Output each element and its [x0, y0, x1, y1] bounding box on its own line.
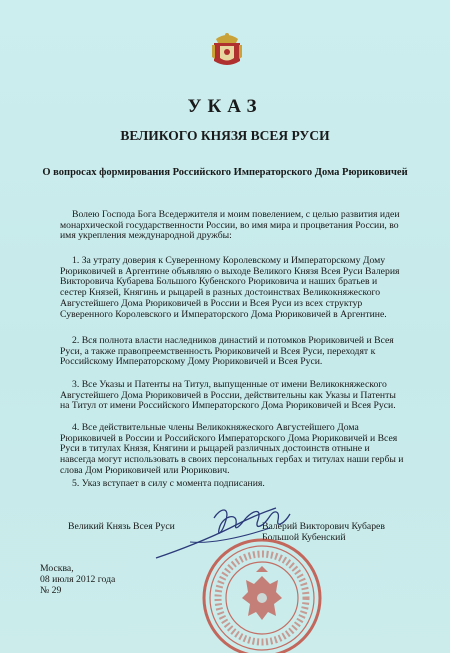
- intro-paragraph: [60, 210, 404, 242]
- signatory-name-line1: Валерий Викторович Кубарев: [262, 521, 385, 532]
- decree-item-text: 5. Указ вступает в силу с момента подписания.: [72, 478, 265, 489]
- issue-place-date: [40, 563, 115, 597]
- signatory-title: Великий Князь Всея Руси: [68, 521, 175, 532]
- document-topic: О вопросах формирования Российского Императорского Дома Рюриковичей: [42, 167, 408, 178]
- issue-date: 08 июля 2012 года: [40, 574, 116, 586]
- handwritten-signature-icon: [150, 498, 330, 568]
- decree-number: № 29: [40, 585, 62, 597]
- issue-city: Москва,: [40, 563, 74, 574]
- decree-item: [60, 380, 404, 412]
- decree-item: [60, 423, 404, 477]
- decree-item: [60, 256, 404, 320]
- decree-item-text: 2. Вся полнота власти наследников династий и потомков Рюриковичей и Всея Руси, а также правопреемственность Рюриковичей и Всея Руси, переходят к Российскому Императорскому Дому Рюриковичей и Всея Руси.: [60, 335, 394, 368]
- royal-coat-of-arms-icon: [212, 31, 242, 67]
- signatory-name-line2: Большой Кубенский: [262, 532, 346, 544]
- decree-item-text: 4. Все действительные члены Великокняжеского Августейшего Дома Рюриковичей в России и Российского Императорского Дома Рюриковичей и Всея Руси в титулах Князя, Княгини и рыцарей различных достоинств отныне и навсегда могут использовать в своих персональных гербах и титулах наши гербы и слова Дом Рюриковичей или Рюрикович.: [60, 422, 404, 476]
- document-title: УКАЗ: [187, 96, 263, 117]
- decree-item-text: 3. Все Указы и Патенты на Титул, выпущенные от имени Великокняжеского Августейшего Дома Рюриковичей в России, действительны как Указы и Патенты на Титул от имени Российского Императорского Дома Рюриковичей и Всея Руси.: [60, 379, 396, 412]
- intro-text: Волею Господа Бога Вседержителя и моим повелением, с целью развития идеи монархической государственности России, во имя мира и процветания России, во имя укрепления международной дружбы:: [60, 209, 400, 242]
- decree-item-text: 1. За утрату доверия к Суверенному Королевскому и Императорскому Дому Рюриковичей в Аргентине объявляю о выходе Великого Князя Всея Руси Валерия Викторовича Кубарева Большого Кубенского Рюриковича и наших братьев и сестер Князей, Княгинь и рыцарей в разных достоинствах Великокняжеского Августейшего Дома Рюриковичей в России и Всея Руси из всех структур Суверенного Королевского и Императорского Дома Рюриковичей в Аргентине.: [60, 255, 400, 320]
- decree-item: [60, 336, 404, 368]
- decree-item: [60, 479, 404, 490]
- document-subtitle: ВЕЛИКОГО КНЯЗЯ ВСЕЯ РУСИ: [120, 128, 330, 143]
